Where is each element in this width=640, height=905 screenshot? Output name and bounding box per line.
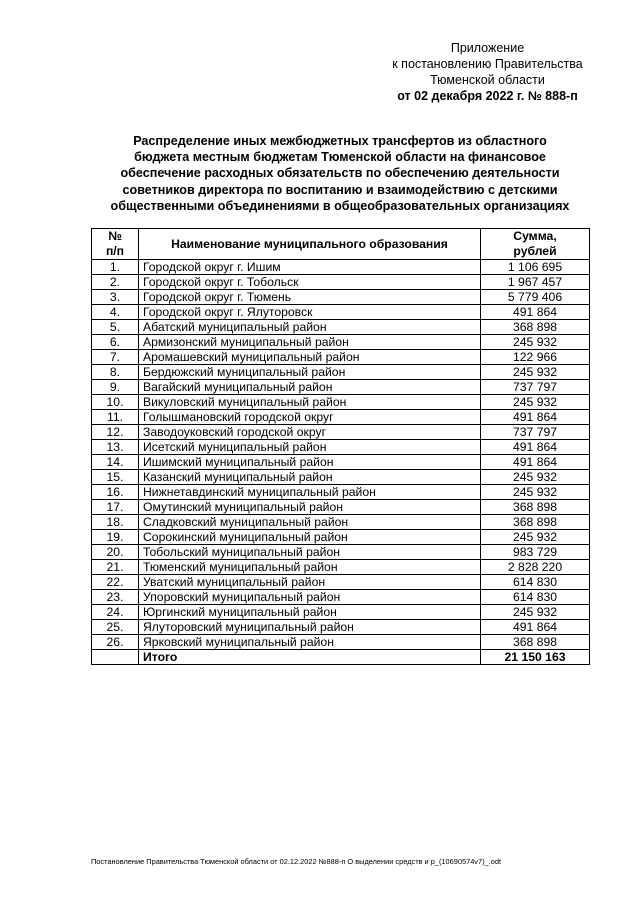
table-row [92, 500, 590, 515]
header-number-abbr: п/п [105, 244, 125, 258]
table-body [92, 260, 590, 665]
row-amount: 368 898 [481, 320, 590, 335]
row-municipality: Ярковский муниципальный район [139, 635, 481, 650]
table-row [92, 290, 590, 305]
row-amount: 2 828 220 [481, 560, 590, 575]
row-amount: 491 864 [481, 620, 590, 635]
appendix-region: Тюменской области [430, 73, 545, 87]
row-number: 3. [92, 290, 139, 305]
row-municipality: Тобольский муниципальный район [139, 545, 481, 560]
row-municipality: Исетский муниципальный район [139, 440, 481, 455]
row-number: 8. [92, 365, 139, 380]
document-title [80, 133, 600, 214]
row-amount: 368 898 [481, 515, 590, 530]
row-number: 15. [92, 470, 139, 485]
row-amount: 245 932 [481, 485, 590, 500]
row-municipality: Городской округ г. Тюмень [139, 290, 481, 305]
table-row [92, 350, 590, 365]
row-municipality: Ялуторовский муниципальный район [139, 620, 481, 635]
table-row [92, 620, 590, 635]
table-row [92, 410, 590, 425]
table-row [92, 425, 590, 440]
header-sum [481, 229, 590, 260]
row-municipality: Юргинский муниципальный район [139, 605, 481, 620]
title-line: Распределение иных межбюджетных трансфертов из областного [133, 134, 547, 148]
row-amount: 491 864 [481, 455, 590, 470]
table-row [92, 560, 590, 575]
row-number: 7. [92, 350, 139, 365]
row-amount: 737 797 [481, 425, 590, 440]
header-name: Наименование муниципального образования [139, 229, 481, 260]
table-row [92, 590, 590, 605]
row-number: 19. [92, 530, 139, 545]
row-number: 4. [92, 305, 139, 320]
row-number: 10. [92, 395, 139, 410]
row-number: 2. [92, 275, 139, 290]
row-municipality: Тюменский муниципальный район [139, 560, 481, 575]
row-number: 16. [92, 485, 139, 500]
row-municipality: Бердюжский муниципальный район [139, 365, 481, 380]
row-municipality: Викуловский муниципальный район [139, 395, 481, 410]
title-line: общественными объединениями в общеобразовательных организациях [110, 198, 570, 213]
table-row [92, 320, 590, 335]
total-number-cell [92, 650, 139, 665]
total-row [92, 650, 590, 665]
total-amount: 21 150 163 [481, 650, 590, 665]
appendix-block [340, 40, 635, 104]
table-row [92, 455, 590, 470]
row-amount: 1 967 457 [481, 275, 590, 290]
table-row [92, 440, 590, 455]
table-row [92, 545, 590, 560]
row-amount: 614 830 [481, 575, 590, 590]
row-amount: 245 932 [481, 470, 590, 485]
row-amount: 245 932 [481, 605, 590, 620]
appendix-decree: к постановлению Правительства [392, 57, 583, 71]
row-number: 18. [92, 515, 139, 530]
row-number: 14. [92, 455, 139, 470]
table-header-row [92, 229, 590, 260]
row-amount: 491 864 [481, 410, 590, 425]
row-municipality: Армизонский муниципальный район [139, 335, 481, 350]
row-amount: 368 898 [481, 500, 590, 515]
row-number: 22. [92, 575, 139, 590]
row-number: 12. [92, 425, 139, 440]
row-amount: 368 898 [481, 635, 590, 650]
row-amount: 245 932 [481, 365, 590, 380]
footer-filename: Постановление Правительства Тюменской области от 02.12.2022 №888-п О выделении средств и р_(10690574v7)_.odt [91, 857, 502, 866]
header-sum-unit: рублей [513, 244, 557, 258]
header-number-symbol: № [108, 229, 122, 243]
row-amount: 491 864 [481, 440, 590, 455]
table-row [92, 605, 590, 620]
row-number: 5. [92, 320, 139, 335]
table-row [92, 275, 590, 290]
header-number [92, 229, 139, 260]
header-sum-label: Сумма, [513, 229, 557, 243]
table-row [92, 635, 590, 650]
table-row [92, 575, 590, 590]
row-municipality: Абатский муниципальный район [139, 320, 481, 335]
row-municipality: Сорокинский муниципальный район [139, 530, 481, 545]
row-municipality: Заводоуковский городской округ [139, 425, 481, 440]
table-row [92, 380, 590, 395]
row-number: 24. [92, 605, 139, 620]
row-amount: 122 966 [481, 350, 590, 365]
row-municipality: Аромашевский муниципальный район [139, 350, 481, 365]
row-municipality: Уватский муниципальный район [139, 575, 481, 590]
row-amount: 737 797 [481, 380, 590, 395]
row-municipality: Казанский муниципальный район [139, 470, 481, 485]
row-municipality: Городской округ г. Ялуторовск [139, 305, 481, 320]
appendix-date-number: от 02 декабря 2022 г. № 888-п [397, 89, 578, 103]
table-row [92, 395, 590, 410]
table-row [92, 515, 590, 530]
table-row [92, 260, 590, 275]
row-municipality: Вагайский муниципальный район [139, 380, 481, 395]
table-row [92, 335, 590, 350]
row-municipality: Упоровский муниципальный район [139, 590, 481, 605]
title-line: советников директора по воспитанию и взаимодействию с детскими [122, 182, 558, 197]
row-number: 17. [92, 500, 139, 515]
row-number: 1. [92, 260, 139, 275]
table-row [92, 530, 590, 545]
row-number: 23. [92, 590, 139, 605]
table-row [92, 485, 590, 500]
distribution-table [91, 228, 590, 665]
row-municipality: Городской округ г. Ишим [139, 260, 481, 275]
row-number: 9. [92, 380, 139, 395]
row-municipality: Омутинский муниципальный район [139, 500, 481, 515]
row-amount: 1 106 695 [481, 260, 590, 275]
row-municipality: Голышмановский городской округ [139, 410, 481, 425]
row-number: 20. [92, 545, 139, 560]
row-municipality: Нижнетавдинский муниципальный район [139, 485, 481, 500]
row-amount: 983 729 [481, 545, 590, 560]
row-number: 25. [92, 620, 139, 635]
table-row [92, 305, 590, 320]
row-amount: 245 932 [481, 395, 590, 410]
row-amount: 5 779 406 [481, 290, 590, 305]
row-amount: 614 830 [481, 590, 590, 605]
row-number: 11. [92, 410, 139, 425]
appendix-label: Приложение [450, 41, 525, 55]
row-number: 26. [92, 635, 139, 650]
row-municipality: Сладковский муниципальный район [139, 515, 481, 530]
row-amount: 245 932 [481, 530, 590, 545]
row-municipality: Городской округ г. Тобольск [139, 275, 481, 290]
table-row [92, 365, 590, 380]
row-number: 21. [92, 560, 139, 575]
total-label: Итого [139, 650, 481, 665]
row-number: 13. [92, 440, 139, 455]
row-amount: 491 864 [481, 305, 590, 320]
row-amount: 245 932 [481, 335, 590, 350]
title-line: бюджета местным бюджетам Тюменской области на финансовое [134, 150, 546, 165]
row-number: 6. [92, 335, 139, 350]
title-line: обеспечение расходных обязательств по обеспечению деятельности [120, 166, 560, 181]
row-municipality: Ишимский муниципальный район [139, 455, 481, 470]
table-row [92, 470, 590, 485]
